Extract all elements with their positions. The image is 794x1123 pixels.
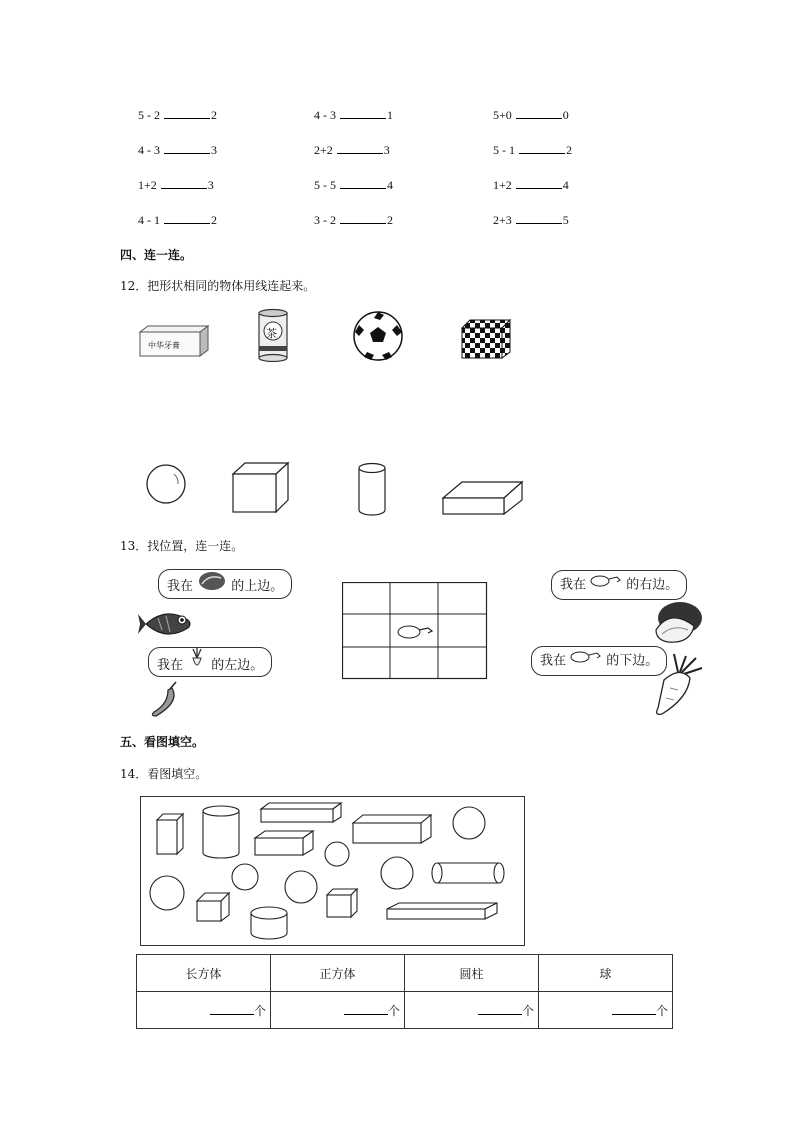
expr-right: 3 [207,178,214,192]
expr-right: 2 [211,213,217,227]
answer-blank[interactable] [340,107,386,119]
header-cuboid: 长方体 [137,955,271,992]
answer-blank[interactable] [161,177,207,189]
count-table [136,954,673,1029]
header-sphere: 球 [539,955,673,992]
compare-item [493,142,572,158]
compare-item [138,177,214,193]
section-heading: 五、看图填空。 [120,735,205,749]
answer-blank[interactable] [344,1002,388,1015]
expr-right: 0 [562,108,569,122]
cabbage-icon [197,570,227,603]
answer-blank[interactable] [164,107,210,119]
answer-cell[interactable] [539,992,673,1029]
cuboid-shape [387,903,497,919]
cylinder-shape [251,907,287,939]
answer-cell[interactable] [137,992,271,1029]
bubble-text-post: 的左边。 [211,658,264,673]
answer-blank[interactable] [164,142,210,154]
speech-bubble-cabbage [551,570,687,600]
expr-left: 5 - 2 [138,108,160,122]
expr-right: 2 [387,213,393,227]
radish-icon [187,648,207,683]
soccer-ball[interactable] [352,310,404,362]
cuboid-shape[interactable] [440,478,526,521]
unit-label: 个 [387,1003,400,1018]
question-14: 14．看图填空。 [120,767,208,781]
speech-bubble-pepper [148,647,272,677]
sphere-shape [232,864,258,890]
expr-right: 4 [562,178,569,192]
sphere-shape [453,807,485,839]
checkered-cube[interactable] [460,318,512,360]
expr-right: 4 [387,178,393,192]
answer-blank[interactable] [340,212,386,224]
expr-left: 4 - 3 [314,108,336,122]
tea-label: 茶 [266,327,277,340]
answer-blank[interactable] [612,1002,656,1015]
bubble-text-pre: 我在 [157,658,184,673]
eggplant-icon [570,647,602,675]
compare-item [138,212,217,228]
toothpaste-box[interactable] [138,308,210,360]
answer-blank[interactable] [337,142,383,154]
position-grid [342,582,488,683]
section-heading: 四、连一连。 [120,248,193,262]
sphere-shape [325,842,349,866]
cuboid-shape [353,815,431,843]
shapes-picture [140,796,525,946]
header-cube: 正方体 [271,955,405,992]
sphere-shape [285,871,317,903]
compare-item [493,107,569,123]
expr-right: 5 [562,213,569,227]
expr-left: 5 - 5 [314,178,336,192]
answer-blank[interactable] [519,142,565,154]
expr-right: 2 [211,108,217,122]
bubble-text-post: 的上边。 [231,579,284,594]
compare-item [314,177,393,193]
answer-blank[interactable] [478,1002,522,1015]
unit-label: 个 [521,1003,534,1018]
expr-left: 2+3 [493,213,512,227]
compare-item [138,107,217,123]
compare-item [493,177,569,193]
sphere-shape [381,857,413,889]
expr-left: 2+2 [314,143,333,157]
expr-left: 1+2 [138,178,157,192]
cube-shape [157,814,183,854]
tea-can[interactable] [256,308,290,362]
cabbage-icon[interactable] [650,600,704,649]
answer-cell[interactable] [271,992,405,1029]
expr-left: 5+0 [493,108,512,122]
compare-item [138,142,217,158]
compare-item [314,212,393,228]
table-answer-row [137,992,673,1029]
question-12: 12．把形状相同的物体用线连起来。 [120,279,316,293]
expr-left: 4 - 3 [138,143,160,157]
compare-item [314,107,393,123]
answer-cell[interactable] [405,992,539,1029]
expr-right: 1 [387,108,393,122]
cube-shape[interactable] [230,460,292,519]
bubble-text-pre: 我在 [560,577,587,593]
expr-left: 1+2 [493,178,512,192]
expr-left: 4 - 1 [138,213,160,227]
expr-right: 3 [383,143,390,157]
speech-bubble-radish [531,646,667,676]
expr-left: 3 - 2 [314,213,336,227]
expr-left: 5 - 1 [493,143,515,157]
bubble-text-pre: 我在 [167,579,194,594]
unit-label: 个 [253,1003,266,1018]
eggplant-icon [590,571,622,599]
toothpaste-label: 中华牙膏 [148,341,180,350]
cuboid-shape [261,803,341,822]
fish-icon[interactable] [138,604,198,647]
answer-blank[interactable] [164,212,210,224]
sphere-shape[interactable] [144,462,188,509]
answer-blank[interactable] [210,1002,254,1015]
cube-shape [197,893,229,921]
bubble-text-post: 的下边。 [606,653,659,669]
compare-item [314,142,390,158]
question-13: 13．找位置，连一连。 [120,539,244,553]
bubble-text-pre: 我在 [540,653,567,669]
sphere-shape [150,876,184,910]
expr-right: 3 [211,143,217,157]
unit-label: 个 [655,1003,668,1018]
cube-shape [327,889,357,917]
header-cylinder: 圆柱 [405,955,539,992]
cylinder-shape [432,863,504,883]
cylinder-shape [203,806,239,858]
cylinder-shape[interactable] [355,462,389,521]
answer-blank[interactable] [516,177,562,189]
bubble-text-post: 的右边。 [626,577,679,593]
speech-bubble-fish [158,569,292,599]
answer-blank[interactable] [516,107,562,119]
pepper-icon[interactable] [146,680,186,723]
table-header-row [137,955,673,992]
answer-blank[interactable] [516,212,562,224]
cuboid-shape [255,831,313,855]
radish-icon[interactable] [650,652,704,721]
compare-item [493,212,569,228]
expr-right: 2 [566,143,572,157]
eggplant-icon [396,622,434,643]
answer-blank[interactable] [340,177,386,189]
